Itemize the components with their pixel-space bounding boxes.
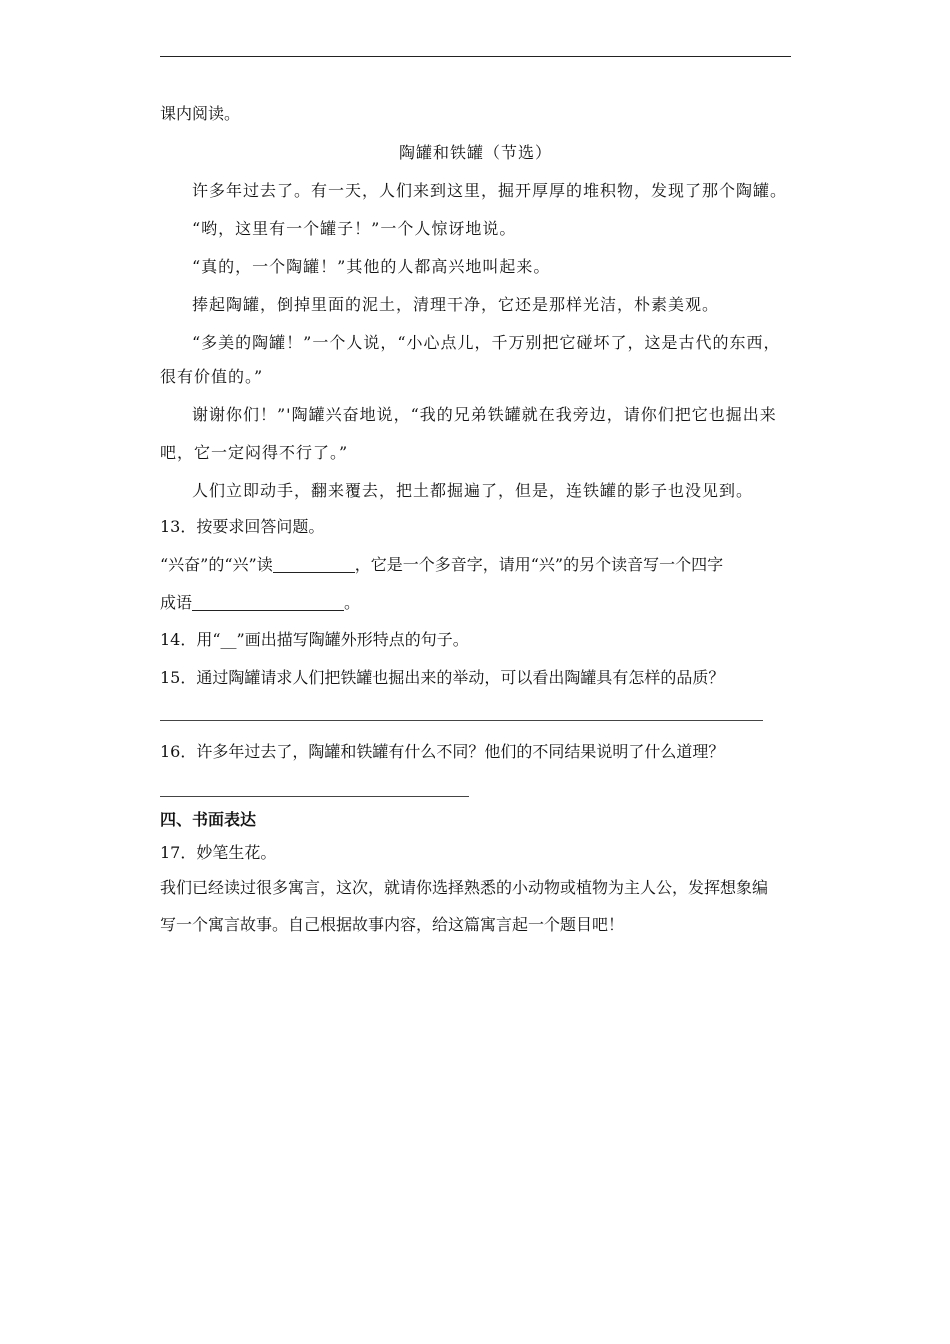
passage-title: 陶罐和铁罐（节选） <box>398 143 552 162</box>
q15-answer-line[interactable] <box>160 720 763 721</box>
q13-text-b: ，它是一个多音字，请用“兴”的另个读音写一个四字 <box>354 555 724 574</box>
passage-paragraph: “哟，这里有一个罐子！”一个人惊讶地说。 <box>192 219 517 238</box>
section-4-heading: 四、书面表达 <box>160 810 257 829</box>
writing-prompt-line1: 我们已经读过很多寓言，这次，就请你选择熟悉的小动物或植物为主人公，发挥想象编 <box>160 878 769 897</box>
question-13-line2 <box>160 593 791 613</box>
passage-paragraph-continued: 很有价值的。” <box>160 367 264 386</box>
question-13-label: 13．按要求回答问题。 <box>160 517 325 536</box>
q13-text-c: 成语 <box>160 593 193 612</box>
question-14-label: 14．用“__”画出描写陶罐外形特点的句子。 <box>160 630 469 649</box>
passage-paragraph: 人们立即动手，翻来覆去，把土都掘遍了，但是，连铁罐的影子也没见到。 <box>192 481 754 500</box>
q13-idiom-blank[interactable] <box>192 594 344 611</box>
writing-prompt-line2: 写一个寓言故事。自己根据故事内容，给这篇寓言起一个题目吧！ <box>160 915 625 934</box>
passage-paragraph: “多美的陶罐！”一个人说，“小心点儿，千万别把它碰坏了，这是古代的东西， <box>192 333 781 352</box>
question-13-line1 <box>160 555 791 575</box>
q13-text-a: “兴奋”的“兴”读 <box>160 555 273 574</box>
passage-paragraph-continued: 吧，它一定闷得不行了。” <box>160 443 349 462</box>
question-17-label: 17．妙笔生花。 <box>160 843 277 862</box>
q13-pinyin-blank[interactable] <box>273 556 355 573</box>
question-15-label: 15．通过陶罐请求人们把铁罐也掘出来的举动，可以看出陶罐具有怎样的品质？ <box>160 668 725 687</box>
passage-paragraph: 许多年过去了。有一天，人们来到这里，掘开厚厚的堆积物，发现了那个陶罐。 <box>192 181 788 200</box>
passage-paragraph: 谢谢你们！”'陶罐兴奋地说，“我的兄弟铁罐就在我旁边，请你们把它也掘出来 <box>192 405 777 424</box>
section-intro: 课内阅读。 <box>160 104 241 123</box>
header-rule <box>160 56 791 57</box>
passage-paragraph: “真的，一个陶罐！”其他的人都高兴地叫起来。 <box>192 257 551 276</box>
passage-paragraph: 捧起陶罐，倒掉里面的泥土，清理干净，它还是那样光洁，朴素美观。 <box>192 295 720 314</box>
question-16-label: 16．许多年过去了，陶罐和铁罐有什么不同？他们的不同结果说明了什么道理？ <box>160 742 725 761</box>
q16-answer-line[interactable] <box>160 796 469 797</box>
q13-text-d: 。 <box>344 593 361 612</box>
